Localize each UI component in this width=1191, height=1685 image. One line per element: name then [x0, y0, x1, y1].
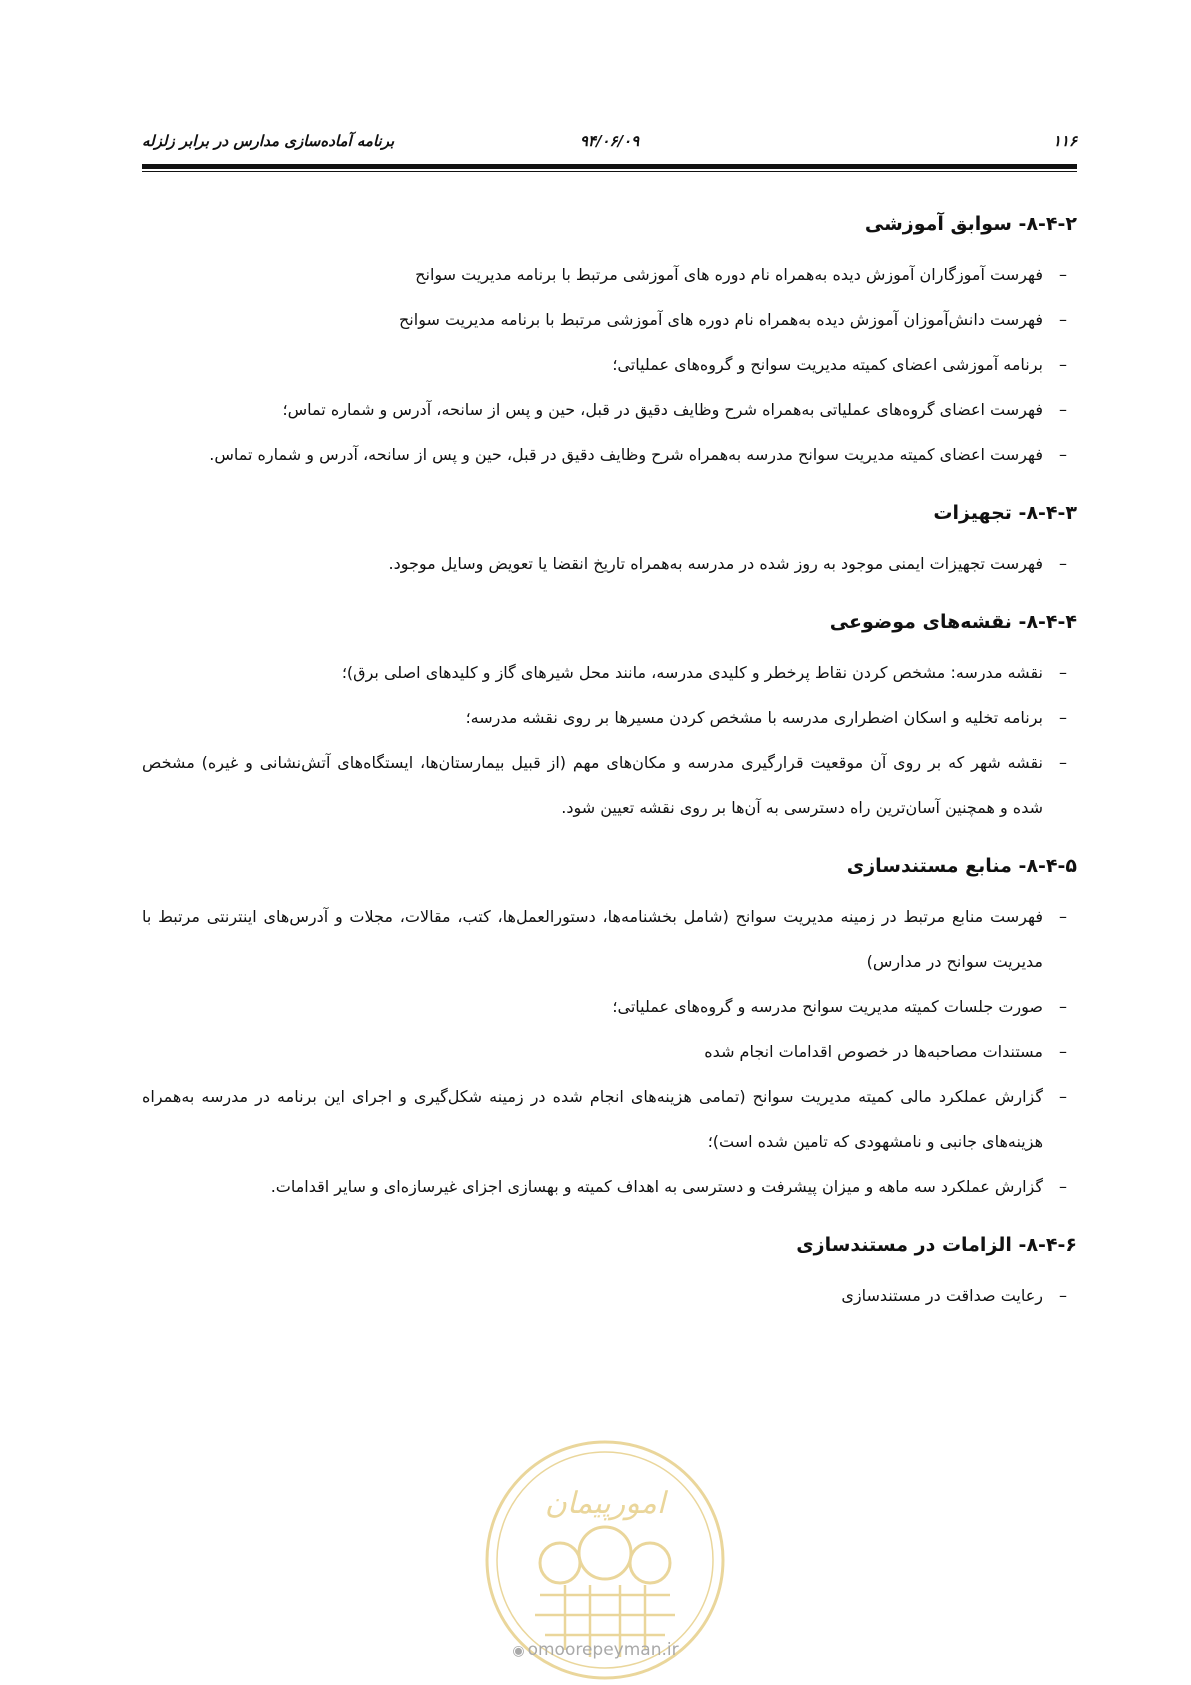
- document-body: [142, 210, 1077, 1340]
- bullet-dash: –: [1059, 663, 1067, 682]
- watermark-globe-icon: ◉: [512, 1643, 525, 1659]
- section-number: ۸-۴-۵-: [1018, 855, 1077, 877]
- bullet-dash: –: [1059, 1177, 1067, 1196]
- bullet-list: [142, 252, 1077, 477]
- list-item: [142, 650, 1077, 695]
- list-item-text: نقشه مدرسه: مشخص کردن نقاط پرخطر و کلیدی مدرسه، مانند محل شیرهای گاز و کلیدهای اصلی برق)؛: [341, 663, 1043, 682]
- section: [142, 499, 1077, 586]
- list-item-text: رعایت صداقت در مستندسازی: [841, 1286, 1043, 1305]
- section-heading: [142, 1231, 1077, 1259]
- list-item: [142, 432, 1077, 477]
- list-item: [142, 387, 1077, 432]
- bullet-dash: –: [1059, 1286, 1067, 1305]
- bullet-dash: –: [1059, 265, 1067, 284]
- list-item-text: گزارش عملکرد مالی کمیته مدیریت سوانح (تمامی هزینه‌های انجام شده در زمینه شکل‌گیری و اجرای این برنامه در مدرسه به‌همراه هزینه‌های جانبی و نامشهودی که تامین شده است)؛: [142, 1087, 1043, 1151]
- bullet-dash: –: [1059, 708, 1067, 727]
- bullet-dash: –: [1059, 445, 1067, 464]
- bullet-dash: –: [1059, 1087, 1067, 1106]
- section: [142, 210, 1077, 477]
- list-item: [142, 695, 1077, 740]
- bullet-dash: –: [1059, 400, 1067, 419]
- list-item: [142, 1273, 1077, 1318]
- list-item-text: فهرست دانش‌آموزان آموزش دیده به‌همراه نام دوره های آموزشی مرتبط با برنامه مدیریت سوانح: [398, 310, 1043, 329]
- bullet-dash: –: [1059, 355, 1067, 374]
- section: [142, 852, 1077, 1209]
- list-item-text: فهرست تجهیزات ایمنی موجود به روز شده در مدرسه به‌همراه تاریخ انقضا یا تعویض وسایل موجود.: [388, 554, 1043, 573]
- header-date: ۹۴/۰۶/۰۹: [579, 132, 640, 150]
- list-item-text: فهرست منابع مرتبط در زمینه مدیریت سوانح (شامل بخشنامه‌ها، دستورالعمل‌ها، کتب، مقالات، مجلات و آدرس‌های اینترنتی مرتبط با مدیریت سوانح در مدارس): [142, 907, 1043, 971]
- header-rule-thin: [142, 171, 1077, 172]
- section-title: منابع مستندسازی: [846, 855, 1012, 877]
- bullet-list: [142, 1273, 1077, 1318]
- section-heading: [142, 608, 1077, 636]
- list-item: [142, 894, 1077, 984]
- page-number: ۱۱۶: [1052, 132, 1077, 150]
- list-item: [142, 1164, 1077, 1209]
- bullet-list: [142, 650, 1077, 830]
- list-item-text: گزارش عملکرد سه ماهه و میزان پیشرفت و دسترسی به اهداف کمیته و بهسازی اجزای غیرسازه‌ای و سایر اقدامات.: [270, 1177, 1043, 1196]
- section-heading: [142, 499, 1077, 527]
- bullet-dash: –: [1059, 554, 1067, 573]
- list-item-text: فهرست اعضای گروه‌های عملیاتی به‌همراه شرح وظایف دقیق در قبل، حین و پس از سانحه، آدرس و شماره تماس؛: [282, 400, 1043, 419]
- list-item-text: برنامه آموزشی اعضای کمیته مدیریت سوانح و گروه‌های عملیاتی؛: [612, 355, 1043, 374]
- list-item-text: فهرست آموزگاران آموزش دیده به‌همراه نام دوره های آموزشی مرتبط با برنامه مدیریت سوانح: [415, 265, 1043, 284]
- section-number: ۸-۴-۶-: [1018, 1234, 1077, 1256]
- watermark-site-text: omoorepeyman.ir: [527, 1640, 679, 1660]
- list-item-text: برنامه تخلیه و اسکان اضطراری مدرسه با مشخص کردن مسیرها بر روی نقشه مدرسه؛: [465, 708, 1043, 727]
- bullet-dash: –: [1059, 753, 1067, 772]
- section: [142, 608, 1077, 830]
- list-item: [142, 541, 1077, 586]
- section-number: ۸-۴-۳-: [1018, 502, 1077, 524]
- watermark-logo-text: امورپیمان: [544, 1486, 666, 1521]
- section-number: ۸-۴-۲-: [1018, 213, 1077, 235]
- bullet-dash: –: [1059, 310, 1067, 329]
- list-item: [142, 1074, 1077, 1164]
- bullet-dash: –: [1059, 907, 1067, 926]
- page-header: [142, 128, 1077, 156]
- section-title: سوابق آموزشی: [864, 213, 1012, 235]
- section-heading: [142, 210, 1077, 238]
- list-item: [142, 342, 1077, 387]
- watermark-site: [0, 1640, 1191, 1660]
- section: [142, 1231, 1077, 1318]
- bullet-dash: –: [1059, 997, 1067, 1016]
- section-title: الزامات در مستندسازی: [796, 1234, 1012, 1256]
- list-item: [142, 1029, 1077, 1074]
- list-item-text: مستندات مصاحبه‌ها در خصوص اقدامات انجام شده: [704, 1042, 1043, 1061]
- list-item-text: فهرست اعضای کمیته مدیریت سوانح مدرسه به‌همراه شرح وظایف دقیق در قبل، حین و پس از سانحه، آدرس و شماره تماس.: [209, 445, 1043, 464]
- list-item-text: صورت جلسات کمیته مدیریت سوانح مدرسه و گروه‌های عملیاتی؛: [612, 997, 1043, 1016]
- bullet-list: [142, 894, 1077, 1209]
- header-rule-thick: [142, 164, 1077, 169]
- section-title: نقشه‌های موضوعی: [829, 611, 1012, 633]
- list-item-text: نقشه شهر که بر روی آن موقعیت قرارگیری مدرسه و مکان‌های مهم (از قبیل بیمارستان‌ها، ایستگاه‌های آتش‌نشانی و غیره) مشخص شده و همچنین آسان‌ترین راه دسترسی به آن‌ها بر روی نقشه تعیین شود.: [142, 753, 1043, 817]
- section-heading: [142, 852, 1077, 880]
- section-title: تجهیزات: [933, 502, 1012, 524]
- list-item: [142, 740, 1077, 830]
- section-number: ۸-۴-۴-: [1018, 611, 1077, 633]
- list-item: [142, 252, 1077, 297]
- list-item: [142, 984, 1077, 1029]
- bullet-dash: –: [1059, 1042, 1067, 1061]
- header-title: برنامه آماده‌سازی مدارس در برابر زلزله: [142, 132, 395, 150]
- bullet-list: [142, 541, 1077, 586]
- list-item: [142, 297, 1077, 342]
